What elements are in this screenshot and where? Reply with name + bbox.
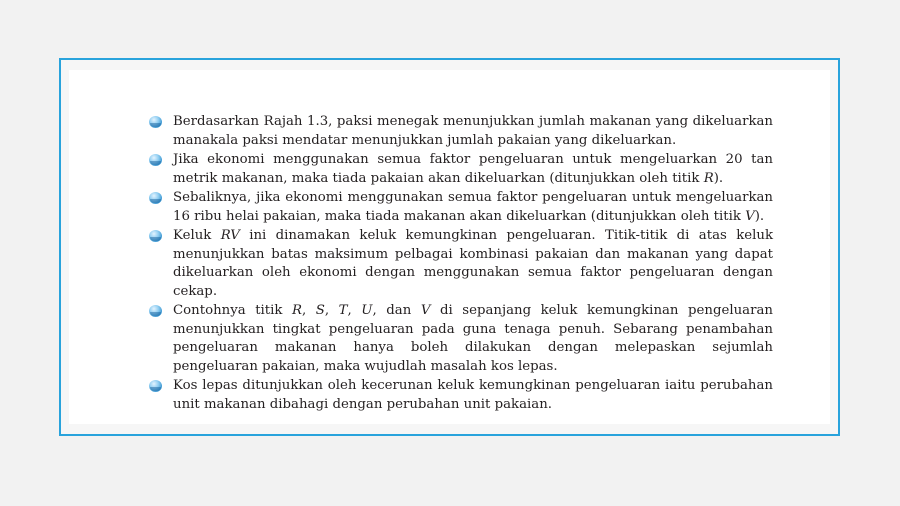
point-label: V bbox=[420, 303, 431, 318]
bullet-text: Sebaliknya, jika ekonomi menggunakan semua faktor pengeluaran untuk mengeluarkan 16 ribu helai pakaian, maka tiada makanan akan dikeluarkan (ditunjukkan oleh titik bbox=[173, 190, 773, 224]
bullet-text: ). bbox=[713, 170, 724, 186]
bullet-item-full-employment bbox=[173, 302, 773, 376]
bullet-item-point-v bbox=[173, 189, 773, 226]
bullet-text: di sepanjang keluk kemungkinan pengeluaran menunjukkan tingkat pengeluaran pada guna tenaga penuh. Sebarang penambahan pengeluaran makanan hanya boleh dilakukan dengan melepaskan sejumlah pengeluaran pakaian, maka wujudlah masalah kos lepas. bbox=[173, 303, 773, 374]
separator: , bbox=[347, 303, 362, 318]
blue-sphere-bullet-icon bbox=[149, 116, 162, 128]
bullet-text: Keluk bbox=[173, 228, 221, 243]
bullet-list bbox=[173, 113, 773, 415]
bullet-text: Contohnya titik bbox=[173, 303, 292, 318]
curve-label: RV bbox=[220, 228, 240, 243]
blue-sphere-bullet-icon bbox=[149, 154, 162, 166]
content-sheet bbox=[69, 70, 830, 424]
bullet-item-curve-rv bbox=[173, 227, 773, 301]
bullet-text: ini dinamakan keluk kemungkinan pengeluaran. Titik-titik di atas keluk menunjukkan batas maksimum pelbagai kombinasi pakaian dan makanan yang dapat dikeluarkan oleh ekonomi dengan menggunakan semua faktor pengeluaran dengan cekap. bbox=[173, 228, 773, 299]
bullet-item-axes bbox=[173, 113, 773, 150]
point-label: R bbox=[291, 303, 302, 318]
point-label: U bbox=[361, 303, 373, 318]
bullet-text: ). bbox=[754, 208, 765, 224]
content-frame bbox=[59, 58, 840, 436]
bullet-item-point-r bbox=[173, 151, 773, 188]
bullet-text: Kos lepas ditunjukkan oleh kecerunan keluk kemungkinan pengeluaran iaitu perubahan unit makanan dibahagi dengan perubahan unit pakaian. bbox=[173, 378, 773, 412]
point-label: R bbox=[703, 170, 714, 186]
separator: , bbox=[302, 303, 316, 318]
blue-sphere-bullet-icon bbox=[149, 230, 162, 242]
bullet-item-opportunity-cost bbox=[173, 377, 773, 414]
blue-sphere-bullet-icon bbox=[149, 192, 162, 204]
separator: , dan bbox=[372, 303, 421, 318]
separator: , bbox=[324, 303, 339, 318]
point-label: V bbox=[745, 208, 755, 224]
point-label: S bbox=[315, 303, 325, 318]
blue-sphere-bullet-icon bbox=[149, 305, 162, 317]
bullet-text: Jika ekonomi menggunakan semua faktor pengeluaran untuk mengeluarkan 20 tan metrik makanan, maka tiada pakaian akan dikeluarkan (ditunjukkan oleh titik bbox=[173, 152, 773, 186]
blue-sphere-bullet-icon bbox=[149, 380, 162, 392]
point-label: T bbox=[338, 303, 348, 318]
bullet-text: Berdasarkan Rajah 1.3, paksi menegak menunjukkan jumlah makanan yang dikeluarkan manakala paksi mendatar menunjukkan jumlah pakaian yang dikeluarkan. bbox=[173, 114, 773, 148]
